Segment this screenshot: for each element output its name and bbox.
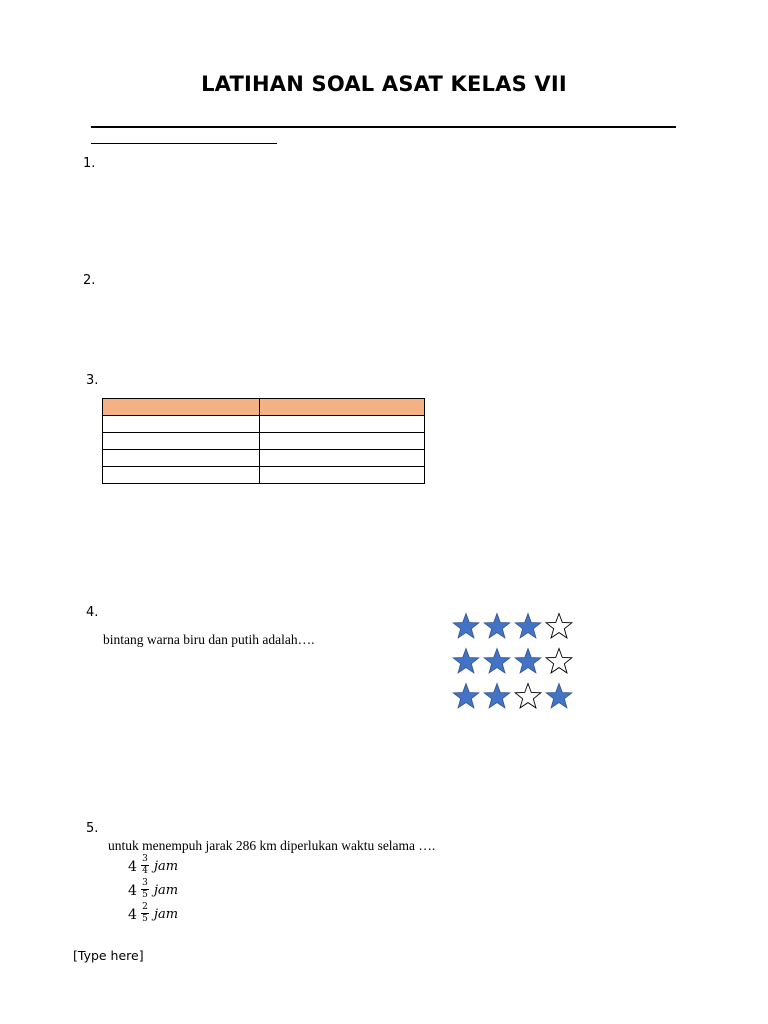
option-whole: 4 (128, 907, 137, 923)
table-cell (103, 467, 260, 484)
option-whole: 4 (128, 859, 137, 875)
option-unit: jam (154, 883, 179, 898)
blue-star-icon (484, 649, 510, 673)
question-3-table (102, 398, 425, 484)
blue-star-icon (546, 684, 572, 708)
question-4-number: 4. (86, 605, 99, 620)
option-numerator: 3 (142, 878, 148, 888)
blue-star-icon (484, 614, 510, 638)
option-denominator: 5 (142, 914, 148, 924)
table-cell (260, 416, 425, 433)
option-denominator: 4 (142, 866, 148, 876)
star-grid-svg (450, 610, 580, 716)
page-title: LATIHAN SOAL ASAT KELAS VII (201, 72, 567, 96)
name-line (91, 126, 676, 128)
option-whole: 4 (128, 883, 137, 899)
table-row (103, 416, 425, 433)
table-cell (103, 450, 260, 467)
option-unit: jam (154, 859, 179, 874)
question-2-number: 2. (83, 273, 96, 288)
class-line (91, 143, 277, 144)
question-4-text: bintang warna biru dan putih adalah…. (103, 632, 315, 647)
option-numerator: 2 (142, 902, 148, 912)
table-cell (103, 433, 260, 450)
question-5-text: untuk menempuh jarak 286 km diperlukan waktu selama …. (108, 838, 436, 853)
blue-star-icon (515, 649, 541, 673)
blue-star-icon (453, 614, 479, 638)
table-header-cell (260, 399, 425, 416)
blue-star-icon (515, 614, 541, 638)
option-fraction (141, 903, 149, 924)
table-row (103, 433, 425, 450)
option-fraction (141, 879, 149, 900)
table-header-row (103, 399, 425, 416)
question-1-number: 1. (83, 156, 96, 171)
white-star-icon (546, 649, 572, 673)
question-3-number: 3. (86, 373, 99, 388)
star-grid (450, 610, 580, 716)
table-cell (103, 416, 260, 433)
option-denominator: 5 (142, 890, 148, 900)
blue-star-icon (453, 684, 479, 708)
option-numerator: 3 (142, 854, 148, 864)
blue-star-icon (484, 684, 510, 708)
footer-placeholder: [Type here] (73, 948, 144, 963)
question-5-number: 5. (86, 821, 99, 836)
option-unit: jam (154, 907, 179, 922)
table-header-cell (103, 399, 260, 416)
white-star-icon (515, 684, 541, 708)
table-row (103, 467, 425, 484)
option-fraction (141, 855, 149, 876)
white-star-icon (546, 614, 572, 638)
table-cell (260, 467, 425, 484)
blue-star-icon (453, 649, 479, 673)
table-cell (260, 450, 425, 467)
table-row (103, 450, 425, 467)
table-cell (260, 433, 425, 450)
